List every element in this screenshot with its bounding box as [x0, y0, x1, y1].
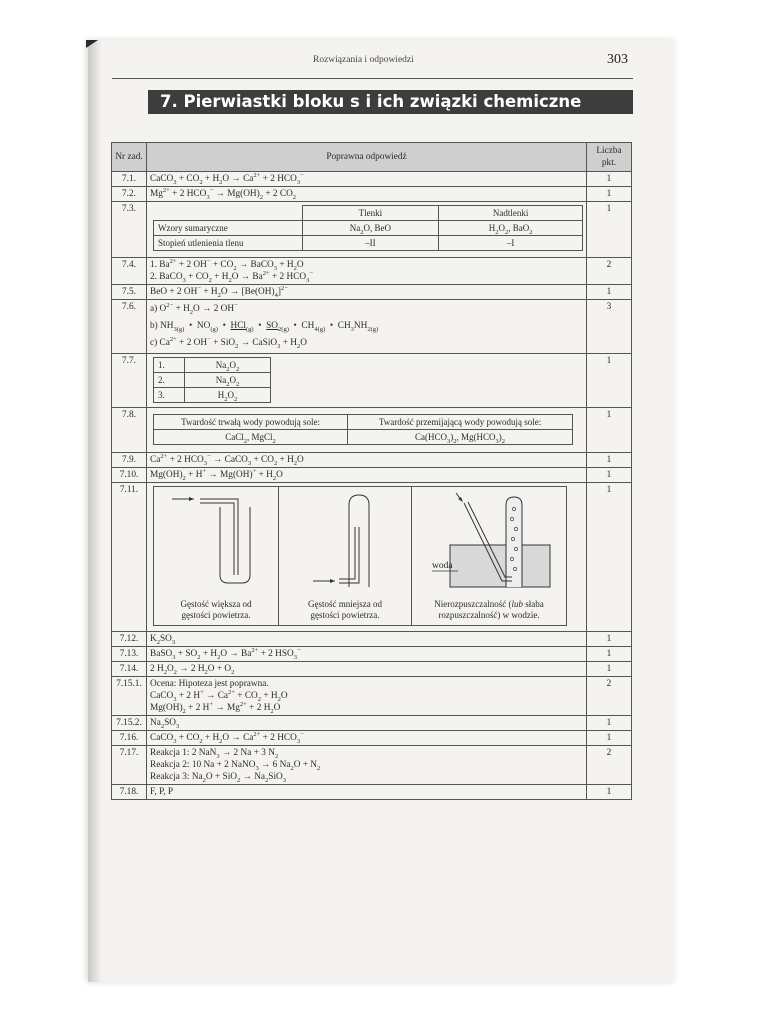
page-number: 303: [607, 52, 628, 67]
page-corner-mark: [86, 40, 98, 48]
col-tlenki: Tlenki: [302, 206, 439, 221]
row-points: 2: [587, 677, 632, 716]
header-answer: Poprawna odpowiedź: [147, 143, 587, 172]
row-nr: 7.1.: [112, 172, 147, 187]
table-row: [112, 483, 632, 632]
table-header-row: [112, 143, 632, 172]
table-row: [112, 300, 632, 354]
downward-displacement-diagram: [279, 487, 411, 593]
row-points: 1: [587, 202, 632, 258]
chapter-title: 7. Pierwiastki bloku s i ich związki chemiczne: [148, 90, 633, 114]
row-nr: 7.17.: [112, 746, 147, 785]
table-row: [112, 285, 632, 300]
row-points: 1: [587, 785, 632, 800]
water-label: woda: [432, 561, 453, 571]
nadtlenki-oxidation: –I: [439, 236, 583, 251]
row-answer: $Mg(OH)_2 + H^+ \to Mg(OH)^+ + H_2O$: [147, 468, 587, 483]
row-nr: 7.3.: [112, 202, 147, 258]
table-row: [112, 354, 632, 408]
header-points: Liczba pkt.: [587, 143, 632, 172]
row-nr: 7.13.: [112, 647, 147, 662]
row-answer: [147, 354, 587, 408]
row-nr: 7.6.: [112, 300, 147, 354]
table-row: [112, 785, 632, 800]
nadtlenki-formulas: $H_2O_2$, BaO$_2$: [439, 221, 583, 236]
tlenki-formulas: $Na_2O$, BeO: [302, 221, 439, 236]
row-points: 1: [587, 187, 632, 202]
row-nr: 7.4.: [112, 258, 147, 285]
upward-displacement-diagram: [154, 487, 278, 593]
water-displacement-diagram: [412, 487, 566, 593]
row-points: 3: [587, 300, 632, 354]
row-answer: a) $O^{2-} + H_2O \to 2$ OH− b) $NH_{3(g)}$ • $NO_{(g)}$ • HCl$_{(g)}$ • $SO_{2(g)}$ • $CH_{4(g)}$ • $CH_3NH_{2(g)}$ c) $Ca^{2+} + 2$ OH− + SiO$_2$ → CaSiO$_3$ + $H_2O$: [147, 300, 587, 354]
row-answer: [147, 483, 587, 632]
header-nr: Nr zad.: [112, 143, 147, 172]
table-row: [112, 716, 632, 731]
row-points: 1: [587, 285, 632, 300]
row-nr: 7.2.: [112, 187, 147, 202]
table-row: [112, 187, 632, 202]
table-row: [112, 731, 632, 746]
table-row: [112, 647, 632, 662]
row-points: 2: [587, 746, 632, 785]
row-answer: [147, 408, 587, 453]
row-answer: 1. $Ba^{2+} + 2$ $OH^- + CO_2$ → BaCO$_3$ + $H_2O$ 2. BaCO$_3$ + $CO_2 + H_2O \to Ba^{2+} + 2$ $HCO_3^-$: [147, 258, 587, 285]
row-answer: Ocena: Hipoteza jest poprawna. CaCO$_3$ + 2 $H^+ \to Ca^{2+} + CO_2 + H_2O$ $Mg(OH)_2 + 2$ $H^+ \to Mg^{2+} + 2$ $H_2O$: [147, 677, 587, 716]
row-nr: 7.10.: [112, 468, 147, 483]
figure-inverted-tube: Gęstość mniejsza od gęstości powietrza.: [279, 487, 412, 626]
row-answer: [147, 202, 587, 258]
col-nadtlenki: Nadtlenki: [439, 206, 583, 221]
row-nr: 7.15.2.: [112, 716, 147, 731]
table-row: [112, 172, 632, 187]
peroxide-list-table: 1. $Na_2O_2$ 2. $Na_2O_2$ 3. $H_2O_2$: [153, 357, 271, 403]
row-answer: $Na_2SO_3$: [147, 716, 587, 731]
tlenki-oxidation: –II: [302, 236, 439, 251]
running-head: Rozwiązania i odpowiedzi: [313, 55, 414, 65]
row-answer: $Ca^{2+} + 2$ $HCO_3^-$ → CaCO$_3$ + $CO_2 + H_2O$: [147, 453, 587, 468]
gas-collection-figures: [153, 486, 567, 626]
header-rule: [112, 78, 633, 79]
row-answer: $Mg^{2+} + 2$ $HCO_3^- \to Mg(OH)_2 + 2$ $CO_2$: [147, 187, 587, 202]
oxides-table: [153, 205, 583, 251]
hardness-table: Twardość trwałą wody powodują sole: Twardość przemijającą wody powodują sole: CaCl$_2$, MgCl$_2$ $Ca(HCO_3)_2$, $Mg(HCO_3)_2$: [153, 414, 573, 445]
row-answer: 2 $H_2O_2 \to 2$ $H_2O + O_2$: [147, 662, 587, 677]
row-points: 1: [587, 172, 632, 187]
table-row: [112, 202, 632, 258]
row-nr: 7.16.: [112, 731, 147, 746]
row-answer: CaCO$_3$ + $CO_2 + H_2O \to Ca^{2+} + 2$ $HCO_3^-$: [147, 172, 587, 187]
row-nr: 7.7.: [112, 354, 147, 408]
figure-water-trough: woda Nierozpuszczalność (lub słaba rozpuszczalność) w wodzie.: [412, 487, 567, 626]
row-points: 1: [587, 408, 632, 453]
row-answer: CaCO$_3$ + $CO_2 + H_2O \to Ca^{2+} + 2$ $HCO_3^-$: [147, 731, 587, 746]
row-answer: F, P, P: [147, 785, 587, 800]
table-row: [112, 746, 632, 785]
row-answer: BaSO$_3$ + $SO_2 + H_2O \to Ba^{2+} + 2$ $HSO_3^-$: [147, 647, 587, 662]
row-answer: Reakcja 1: 2 NaN$_3$ → 2 Na + 3 $N_2$ Reakcja 2: 10 Na + 2 NaNO$_3$ → 6 $Na_2O + N_2$ Reakcja 3: $Na_2O + SiO_2 \to Na_2SiO_3$: [147, 746, 587, 785]
table-row: [112, 468, 632, 483]
row-points: 1: [587, 468, 632, 483]
row-points: 1: [587, 632, 632, 647]
row-points: 1: [587, 453, 632, 468]
row-points: 1: [587, 716, 632, 731]
row-nr: 7.5.: [112, 285, 147, 300]
row-points: 1: [587, 483, 632, 632]
row-stopien-label: Stopień utlenienia tlenu: [154, 236, 303, 251]
table-row: [112, 258, 632, 285]
row-nr: 7.15.1.: [112, 677, 147, 716]
row-answer: $K_2SO_3$: [147, 632, 587, 647]
row-nr: 7.11.: [112, 483, 147, 632]
table-row: [112, 408, 632, 453]
row-nr: 7.18.: [112, 785, 147, 800]
row-nr: 7.14.: [112, 662, 147, 677]
table-row: [112, 632, 632, 647]
table-row: [112, 453, 632, 468]
row-nr: 7.8.: [112, 408, 147, 453]
table-row: [112, 662, 632, 677]
row-points: 1: [587, 647, 632, 662]
answers-table: [111, 142, 632, 800]
row-wzory-label: Wzory sumaryczne: [154, 221, 303, 236]
row-points: 2: [587, 258, 632, 285]
row-answer: BeO + 2 $OH^- + H_2O \to [Be(OH)_4]^{2-}$: [147, 285, 587, 300]
row-points: 1: [587, 662, 632, 677]
row-nr: 7.12.: [112, 632, 147, 647]
table-row: [112, 677, 632, 716]
figure-upright-tube: Gęstość większa od gęstości powietrza.: [154, 487, 279, 626]
row-nr: 7.9.: [112, 453, 147, 468]
row-points: 1: [587, 731, 632, 746]
row-points: 1: [587, 354, 632, 408]
